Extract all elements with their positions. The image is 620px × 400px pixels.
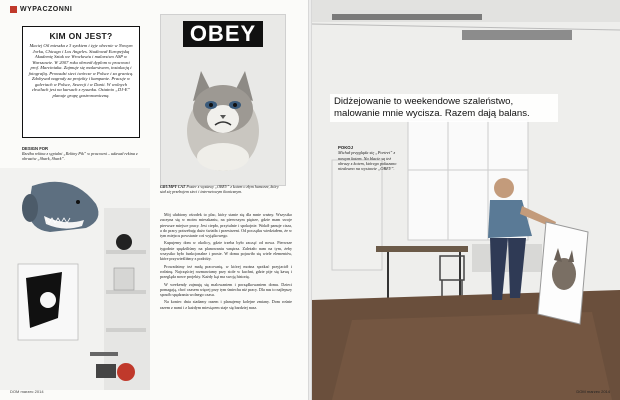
left-page <box>0 0 308 400</box>
footer-right: DOM marzec 2014 <box>576 389 610 394</box>
grumpy-cat-icon <box>183 61 263 171</box>
obey-caption <box>160 184 284 194</box>
shark-room-photo <box>0 168 150 390</box>
studio-caption-text: Michał przygląda się „Portret” z nowym kotem. Na blacie są też obrazy z kotem, którego pokazano niedawno na wystawie „OBEY”. <box>338 150 397 172</box>
body-paragraph: Mój ulubiony ośrodek to plac, który stanie się dla mnie ważny. Wszystko zaczyna się w moim mieszkaniu, na pierwszym piętrze, gdzie mam swoje pierwsze miejsce pracy. Jest ciepło, przytulnie i spokojnie. Wokół panuje cisza, a do pracy potrzebuję dużo światła i przestrzeni. Od początku wiedziałem, że w tym miejscu powstanie coś wyjątkowego. <box>160 212 292 239</box>
obey-caption-label: GRUMPY CAT <box>160 184 186 189</box>
shark-photo-caption <box>22 146 152 162</box>
right-page <box>312 0 620 400</box>
bio-sidebar <box>22 26 140 138</box>
shark-room-illustration-icon <box>0 168 150 390</box>
studio-room-photo-icon <box>312 0 620 400</box>
article-body <box>160 212 292 312</box>
body-paragraph: Na koniec dnia siadamy razem i planujemy kolejne zmiany. Dom rośnie razem z nami i z każdym miesiącem staje się bardziej nasz. <box>160 299 292 310</box>
body-paragraph: Kupujemy dom w okolicy, gdzie trzeba było zacząć od nowa. Pierwsze tygodnie spędziliśmy na planowaniu wnętrza. Zależało nam na tym, żeby wszystko było funkcjonalne i proste. W domu pojawiło się wiele elementów, które przywieźliśmy z podróży. <box>160 240 292 262</box>
article-headline: Didżejowanie to weekendowe szaleństwo, malowanie mnie wycisza. Razem dają balans. <box>330 94 558 122</box>
section-header <box>10 6 72 13</box>
obey-caption-text: Poster z wystawy „OBEY” z kotem o złym humorze, który stał się przebojem sieci i internetowym ikonicznym. <box>160 184 279 194</box>
section-label: WYPACZONNI <box>20 6 73 13</box>
sidebar-text: Maciej Oil mieszka z 3 synkiem i żyje obecnie w Nowym Jorku, Chicago i Los Angeles. Studiował Europejską Akademię Sztuk we Wrocławiu i malarstwo ASP w Warszawie. W 2007 roku obronił dyplom w pracowni prof. Marciniaka. Zajmuje się malarstwem, instalacją i fotografią. Prowadzi sieci twórcze w Polsce i za granicą. Zdobywał nagrody za projekty i kampanie. Pracuje w galeriach w Polsce, Szwecji i w Danii. W wolnych chwilach jest na kursach z rysunku. Ostatnio „DJ-E” planuje grupę gastronomiczną. <box>28 43 134 98</box>
studio-caption-label: POKOJ <box>338 145 354 150</box>
obey-logo: OBEY <box>183 21 263 47</box>
studio-photo-caption <box>338 145 402 171</box>
body-paragraph: Prowadzimy też małą pracownię, w której można spotkać przyjaciół i rodzinę. Najczęściej rozmawiamy przy stole w kuchni, gdzie pije się kawę i przegląda nowe projekty. Każdy kąt ma swoją historię. <box>160 263 292 280</box>
footer-left: DOM marzec 2014 <box>10 389 44 394</box>
body-paragraph: W weekendy zajmuję się malowaniem i porządkowaniem domu. Dzieci pomagają, choć czasem więcej przy tym śmiechu niż pracy. Dla nas to najlepszy sposób spędzania wolnego czasu. <box>160 281 292 298</box>
section-marker-icon <box>10 6 17 13</box>
sidebar-title: KIM ON JEST? <box>49 31 113 41</box>
shark-caption-label: DESIGN FOR <box>22 146 49 151</box>
shark-caption-text: Rzeźba rekina z sypialni „Rekiny Pik” w pracowni – udawał rekina z obrazów „Shark, Shark”. <box>22 151 138 162</box>
obey-poster <box>160 14 286 186</box>
